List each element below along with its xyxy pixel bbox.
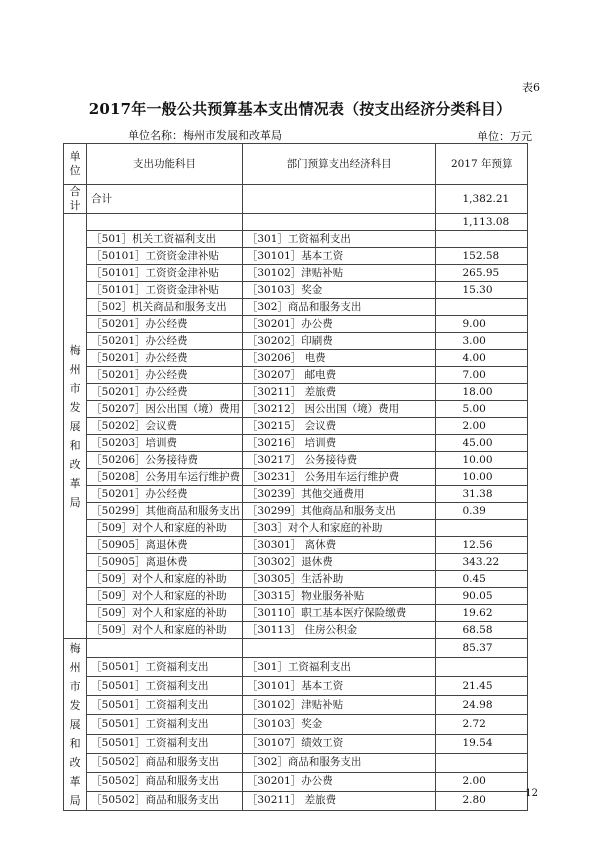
table-row xyxy=(64,282,528,299)
total-row xyxy=(64,185,528,214)
amount-cell: 2.00 xyxy=(436,772,528,791)
amount-cell: 152.58 xyxy=(436,248,528,265)
amount-cell: 343.22 xyxy=(436,554,528,571)
table-row xyxy=(64,715,528,734)
func-subject-cell: ［50201］办公经费 xyxy=(87,333,243,350)
amount-cell xyxy=(436,299,528,316)
amount-cell: 2.72 xyxy=(436,715,528,734)
table-header-row xyxy=(64,144,528,185)
func-subject-cell: ［50502］商品和服务支出 xyxy=(87,791,243,810)
amount-cell: 265.95 xyxy=(436,265,528,282)
table-row xyxy=(64,367,528,384)
func-subject-cell: ［50905］离退休费 xyxy=(87,537,243,554)
table-row xyxy=(64,734,528,753)
table-row xyxy=(64,248,528,265)
func-subject-cell: ［509］对个人和家庭的补助 xyxy=(87,571,243,588)
total-econ-cell xyxy=(242,185,436,214)
header-economic-subject: 部门预算支出经济科目 xyxy=(242,144,436,185)
func-subject-cell: ［50502］商品和服务支出 xyxy=(87,772,243,791)
econ-subject-cell: ［30215］ 会议费 xyxy=(242,418,436,435)
econ-subject-cell: ［30211］ 差旅费 xyxy=(242,384,436,401)
amount-cell: 9.00 xyxy=(436,316,528,333)
amount-cell: 18.00 xyxy=(436,384,528,401)
table-row xyxy=(64,452,528,469)
econ-subject-cell: ［30103］奖金 xyxy=(242,715,436,734)
header-budget-amount: 2017 年预算 xyxy=(436,144,528,185)
page-number: 12 xyxy=(525,788,538,799)
func-subject-cell: ［509］对个人和家庭的补助 xyxy=(87,605,243,622)
table-row xyxy=(64,299,528,316)
econ-subject-cell: ［30207］ 邮电费 xyxy=(242,367,436,384)
subtotal-econ-cell xyxy=(242,639,436,658)
econ-subject-cell: ［30239］其他交通费用 xyxy=(242,486,436,503)
func-subject-cell: ［50299］其他商品和服务支出 xyxy=(87,503,243,520)
econ-subject-cell: ［30107］绩效工资 xyxy=(242,734,436,753)
econ-subject-cell: ［30305］生活补助 xyxy=(242,571,436,588)
econ-subject-cell: ［30299］其他商品和服务支出 xyxy=(242,503,436,520)
econ-subject-cell: ［302］商品和服务支出 xyxy=(242,753,436,772)
group-unit-name: 梅州市发展和改革局 xyxy=(69,642,81,807)
amount-cell: 3.00 xyxy=(436,333,528,350)
total-amount-cell: 1,382.21 xyxy=(436,185,528,214)
table-row xyxy=(64,384,528,401)
econ-subject-cell: ［30101］基本工资 xyxy=(242,248,436,265)
budget-table xyxy=(63,143,528,811)
func-subject-cell: ［50201］办公经费 xyxy=(87,350,243,367)
amount-cell: 0.45 xyxy=(436,571,528,588)
amount-cell: 15.30 xyxy=(436,282,528,299)
total-func-cell: 合计 xyxy=(87,185,243,214)
econ-subject-cell: ［302］商品和服务支出 xyxy=(242,299,436,316)
econ-subject-cell: ［30217］ 公务接待费 xyxy=(242,452,436,469)
amount-cell: 19.62 xyxy=(436,605,528,622)
amount-cell: 5.00 xyxy=(436,401,528,418)
table-row xyxy=(64,772,528,791)
econ-subject-cell: ［30202］印刷费 xyxy=(242,333,436,350)
table-row xyxy=(64,469,528,486)
table-row xyxy=(64,677,528,696)
econ-subject-cell: ［301］工资福利支出 xyxy=(242,658,436,677)
group-unit-cell xyxy=(64,214,87,639)
table-row xyxy=(64,791,528,810)
econ-subject-cell: ［301］工资福利支出 xyxy=(242,231,436,248)
func-subject-cell: ［50501］工资福利支出 xyxy=(87,696,243,715)
currency-unit-label: 单位：万元 xyxy=(477,130,532,143)
amount-cell xyxy=(436,520,528,537)
table-row xyxy=(64,537,528,554)
func-subject-cell: ［50201］办公经费 xyxy=(87,367,243,384)
subtotal-econ-cell xyxy=(242,214,436,231)
amount-cell: 31.38 xyxy=(436,486,528,503)
func-subject-cell: ［509］对个人和家庭的补助 xyxy=(87,520,243,537)
func-subject-cell: ［50203］培训费 xyxy=(87,435,243,452)
econ-subject-cell: ［30211］ 差旅费 xyxy=(242,791,436,810)
func-subject-cell: ［50501］工资福利支出 xyxy=(87,734,243,753)
unit-name-label: 单位名称：梅州市发展和改革局 xyxy=(128,129,282,142)
econ-subject-cell: ［30231］ 公务用车运行维护费 xyxy=(242,469,436,486)
table-row xyxy=(64,265,528,282)
subtotal-func-cell xyxy=(87,639,243,658)
func-subject-cell: ［50208］公务用车运行维护费 xyxy=(87,469,243,486)
amount-cell: 24.98 xyxy=(436,696,528,715)
amount-cell: 19.54 xyxy=(436,734,528,753)
func-subject-cell: ［50201］办公经费 xyxy=(87,486,243,503)
table-row xyxy=(64,350,528,367)
table-row xyxy=(64,554,528,571)
func-subject-cell: ［50905］离退休费 xyxy=(87,554,243,571)
amount-cell xyxy=(436,753,528,772)
table-row xyxy=(64,316,528,333)
table-number: 表6 xyxy=(522,81,540,94)
amount-cell: 4.00 xyxy=(436,350,528,367)
amount-cell: 12.56 xyxy=(436,537,528,554)
amount-cell: 45.00 xyxy=(436,435,528,452)
amount-cell: 21.45 xyxy=(436,677,528,696)
func-subject-cell: ［50202］会议费 xyxy=(87,418,243,435)
func-subject-cell: ［501］机关工资福利支出 xyxy=(87,231,243,248)
table-row xyxy=(64,503,528,520)
group-unit-cell xyxy=(64,639,87,811)
func-subject-cell: ［50201］办公经费 xyxy=(87,316,243,333)
amount-cell: 0.39 xyxy=(436,503,528,520)
econ-subject-cell: ［30113］ 住房公积金 xyxy=(242,622,436,639)
econ-subject-cell: ［30101］基本工资 xyxy=(242,677,436,696)
page-title: 2017年一般公共预算基本支出情况表（按支出经济分类科目） xyxy=(88,100,512,118)
econ-subject-cell: ［30102］津贴补贴 xyxy=(242,265,436,282)
amount-cell xyxy=(436,658,528,677)
func-subject-cell: ［50101］工资资金津补贴 xyxy=(87,265,243,282)
table-row xyxy=(64,418,528,435)
amount-cell: 2.00 xyxy=(436,418,528,435)
subtotal-amount-cell: 85.37 xyxy=(436,639,528,658)
table-row xyxy=(64,435,528,452)
table-row xyxy=(64,622,528,639)
econ-subject-cell: ［30110］职工基本医疗保险缴费 xyxy=(242,605,436,622)
econ-subject-cell: ［30102］津贴补贴 xyxy=(242,696,436,715)
amount-cell: 2.80 xyxy=(436,791,528,810)
group-unit-name: 梅州市发展和改革局 xyxy=(69,343,81,509)
econ-subject-cell: ［30212］ 因公出国（境）费用 xyxy=(242,401,436,418)
econ-subject-cell: ［30103］奖金 xyxy=(242,282,436,299)
amount-cell: 7.00 xyxy=(436,367,528,384)
func-subject-cell: ［50201］办公经费 xyxy=(87,384,243,401)
table-row xyxy=(64,753,528,772)
func-subject-cell: ［50501］工资福利支出 xyxy=(87,677,243,696)
func-subject-cell: ［509］对个人和家庭的补助 xyxy=(87,622,243,639)
amount-cell: 10.00 xyxy=(436,469,528,486)
total-unit-cell: 合计 xyxy=(64,185,87,214)
func-subject-cell: ［50206］公务接待费 xyxy=(87,452,243,469)
table-row xyxy=(64,520,528,537)
econ-subject-cell: ［30216］ 培训费 xyxy=(242,435,436,452)
func-subject-cell: ［50101］工资资金津补贴 xyxy=(87,248,243,265)
func-subject-cell: ［50207］因公出国（境）费用 xyxy=(87,401,243,418)
table-row xyxy=(64,401,528,418)
amount-cell: 10.00 xyxy=(436,452,528,469)
table-row xyxy=(64,486,528,503)
func-subject-cell: ［50501］工资福利支出 xyxy=(87,658,243,677)
table-row xyxy=(64,571,528,588)
econ-subject-cell: ［30206］ 电费 xyxy=(242,350,436,367)
header-unit: 单位 xyxy=(64,144,87,185)
table-row xyxy=(64,696,528,715)
table-row xyxy=(64,605,528,622)
func-subject-cell: ［50502］商品和服务支出 xyxy=(87,753,243,772)
subtotal-amount-cell: 1,113.08 xyxy=(436,214,528,231)
econ-subject-cell: ［30201］办公费 xyxy=(242,772,436,791)
subtotal-func-cell xyxy=(87,214,243,231)
group-subtotal-row xyxy=(64,214,528,231)
amount-cell: 68.58 xyxy=(436,622,528,639)
group-subtotal-row xyxy=(64,639,528,658)
econ-subject-cell: ［30315］物业服务补贴 xyxy=(242,588,436,605)
econ-subject-cell: ［30301］ 离休费 xyxy=(242,537,436,554)
amount-cell: 90.05 xyxy=(436,588,528,605)
econ-subject-cell: ［303］对个人和家庭的补助 xyxy=(242,520,436,537)
econ-subject-cell: ［30302］退休费 xyxy=(242,554,436,571)
func-subject-cell: ［50501］工资福利支出 xyxy=(87,715,243,734)
table-row xyxy=(64,588,528,605)
amount-cell xyxy=(436,231,528,248)
table-row xyxy=(64,231,528,248)
func-subject-cell: ［502］机关商品和服务支出 xyxy=(87,299,243,316)
econ-subject-cell: ［30201］办公费 xyxy=(242,316,436,333)
table-row xyxy=(64,333,528,350)
header-function-subject: 支出功能科目 xyxy=(87,144,243,185)
func-subject-cell: ［509］对个人和家庭的补助 xyxy=(87,588,243,605)
table-row xyxy=(64,658,528,677)
func-subject-cell: ［50101］工资资金津补贴 xyxy=(87,282,243,299)
